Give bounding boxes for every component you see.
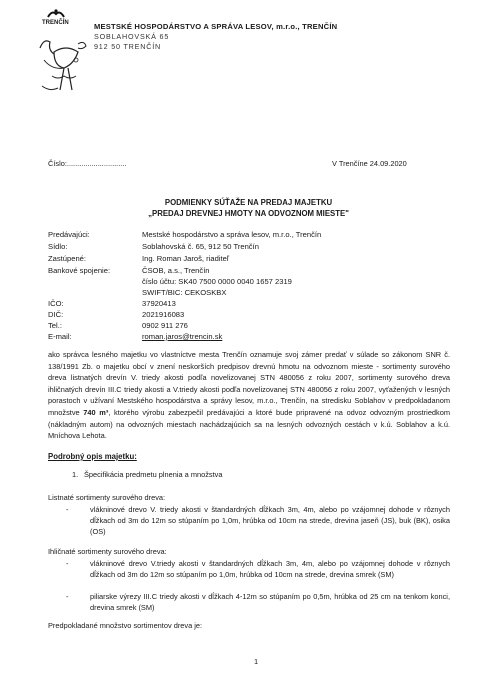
intro-text: , ktorého výrobu zabezpečil predávajúci a ktoré bude pripravené na odvoz odvozným prostriedkom (nákladným autom) na odvozných miestach nachádzajúcich sa na lesných odvozných cestách v k.ú. Soblahov a k.ú. Mníchova Lehota. [48, 407, 450, 441]
info-label: Tel.: [48, 321, 62, 330]
info-value: 0902 911 276 [142, 321, 188, 330]
list-item: vlákninové drevo V.triedy akosti v štandardných dĺžkach 3m, 4m, alebo po vzájomnej dohode v rôznych dĺžkach od 3m do 12m so stúpaním po 1,0m, hrúbka od 10cm na strede, drevina smrek (SM) [90, 559, 450, 580]
coat-of-arms-icon [34, 30, 92, 98]
info-label: Predávajúci: [48, 230, 90, 239]
document-date: V Trenčíne 24.09.2020 [332, 159, 407, 168]
info-value: ČSOB, a.s., Trenčín [142, 266, 210, 275]
organization-city: 912 50 TRENČÍN [94, 42, 161, 51]
intro-paragraph [48, 349, 450, 442]
info-label: Zastúpené: [48, 254, 86, 263]
info-value: 2021916083 [142, 310, 185, 319]
subsection-number: 1. [72, 470, 79, 479]
softwood-heading: Ihličnaté sortimenty surového dreva: [48, 547, 167, 556]
closing-text: Predpokladané množstvo sortimentov dreva je: [48, 621, 203, 630]
amount-value: 740 m³ [83, 407, 109, 417]
hardwood-heading: Listnaté sortimenty surového dreva: [48, 493, 166, 502]
subsection-title: Špecifikácia predmetu plnenia a množstva [84, 470, 223, 479]
organization-name: MESTSKÉ HOSPODÁRSTVO A SPRÁVA LESOV, m.r.o., TRENČÍN [94, 22, 338, 31]
info-value: 37920413 [142, 299, 176, 308]
bullet-dash: - [66, 559, 69, 568]
info-label: E-mail: [48, 332, 72, 341]
page-number: 1 [254, 657, 259, 666]
info-label: DIČ: [48, 310, 64, 319]
section-heading: Podrobný opis majetku: [48, 452, 137, 461]
info-label: IČO: [48, 299, 64, 308]
info-label: Bankové spojenie: [48, 266, 111, 275]
bullet-dash: - [66, 505, 69, 514]
list-item: piliarske výrezy III.C triedy akosti v dĺžkach 4-12m so stúpaním po 0,5m, hrúbka od 25 cm na tenkom konci, drevina smrek (SM) [90, 592, 450, 613]
bullet-dash: - [66, 592, 69, 601]
reference-number: Číslo:............................. [48, 159, 127, 168]
info-value: číslo účtu: SK40 7500 0000 0040 1657 2319 [142, 277, 292, 286]
info-value: Ing. Roman Jaroš, riaditeľ [142, 254, 230, 263]
logo-text: TRENČÍN [42, 20, 69, 26]
info-value: Mestské hospodárstvo a správa lesov, m.r.o., Trenčín [142, 230, 322, 239]
info-label: Sídlo: [48, 242, 68, 251]
organization-street: SOBLAHOVSKÁ 65 [94, 32, 170, 41]
intro-text: ako správca lesného majetku vo vlastníctve mesta Trenčín oznamuje svoj zámer predať v súlade so zákonom SNR č. 138/1991 Zb. o majetku obcí v znení neskorších predpisov drevnú hmotu na odvoznom mieste - sortimenty surového dreva listnatých drevín V. triedy akosti podľa novelizovanej STN 480056 z roku 2007, sortimenty surového dreva ihličnatých drevín III.C triedy akosti a V.triedy akosti podľa novelizovanej STN 480056 z roku 2007, vyťažených v lesných porastoch v užívaní Mestského hospodárstva a správy lesov, m.r.o., Trenčín, na stredisku Soblahov v predpokladanom množstve [48, 350, 450, 417]
info-value: Soblahovská č. 65, 912 50 Trenčín [142, 242, 259, 251]
crown-icon [46, 8, 66, 20]
list-item: vlákninové drevo V. triedy akosti v štandardných dĺžkach 3m, 4m, alebo po vzájomnej dohode v rôznych dĺžkach od 3m do 12m so stúpaním po 1,0m, hrúbka od 10cm na strede, drevina jaseň (JS), buk (BK), osika (OS) [90, 505, 450, 537]
document-title: PODMIENKY SÚŤAŽE NA PREDAJ MAJETKU [164, 198, 333, 207]
email-link[interactable]: roman.jaros@trencin.sk [142, 332, 223, 341]
info-value: SWIFT/BIC: CEKOSKBX [142, 288, 227, 297]
document-subtitle: „PREDAJ DREVNEJ HMOTY NA ODVOZNOM MIESTE" [148, 209, 349, 218]
